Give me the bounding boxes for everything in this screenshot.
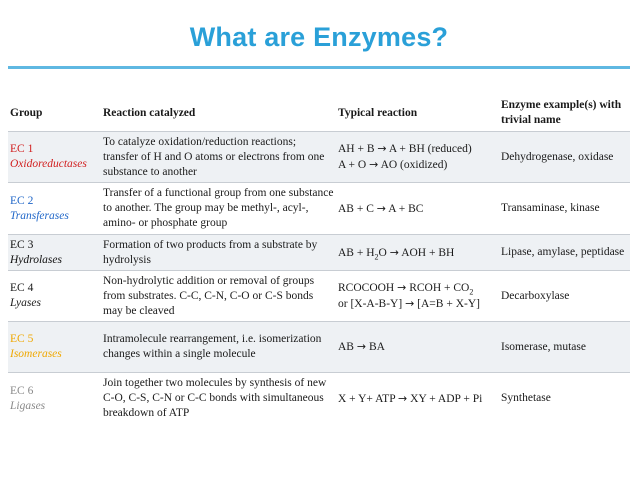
reaction-cell: Transfer of a functional group from one substance to another. The group may be methyl-, acyl-, amino- or phosphate group bbox=[101, 183, 336, 235]
ec-number: EC 3 bbox=[10, 238, 34, 251]
enzyme-example-cell: Decarboxylase bbox=[499, 271, 630, 322]
arrow-icon: → bbox=[369, 158, 379, 171]
ec-number: EC 6 bbox=[10, 384, 34, 397]
enzyme-example-cell: Transaminase, kinase bbox=[499, 183, 630, 235]
arrow-icon: → bbox=[356, 340, 367, 353]
enzyme-example-cell: Isomerase, mutase bbox=[499, 322, 630, 373]
table-header-row bbox=[8, 95, 630, 132]
arrow-icon: → bbox=[398, 391, 408, 405]
title-underline bbox=[8, 66, 630, 69]
enzyme-example-cell: Synthetase bbox=[499, 373, 630, 425]
ec-number: EC 1 bbox=[10, 143, 34, 155]
group-cell bbox=[8, 322, 101, 373]
arrow-icon: → bbox=[397, 281, 407, 294]
page-title: What are Enzymes? bbox=[189, 22, 449, 52]
typical-reaction-cell: AH + B → A + BH (reduced) A + O → AO (oxidized) bbox=[336, 132, 499, 183]
ec-class-name: Lyases bbox=[10, 297, 41, 309]
group-cell bbox=[8, 373, 101, 425]
ec-number: EC 5 bbox=[10, 333, 34, 345]
reaction-cell: To catalyze oxidation/reduction reactions; transfer of H and O atoms or electrons from one substance to another bbox=[101, 132, 336, 183]
header-typical-reaction: Typical reaction bbox=[338, 106, 418, 119]
enzyme-table bbox=[8, 95, 630, 425]
reaction-cell: Formation of two products from a substrate by hydrolysis bbox=[101, 235, 336, 271]
ec-number: EC 2 bbox=[10, 194, 34, 207]
group-cell bbox=[8, 132, 101, 183]
table-row bbox=[8, 183, 630, 235]
header-enzyme-example: Enzyme example(s) with trivial name bbox=[501, 99, 622, 126]
arrow-icon: → bbox=[405, 297, 415, 310]
arrow-icon: → bbox=[377, 142, 387, 155]
ec-class-name: Isomerases bbox=[10, 348, 62, 360]
typical-reaction-cell: AB → BA bbox=[336, 322, 499, 373]
typical-reaction-cell: RCOCOOH → RCOH + $CO_2$ or [X-A-B-Y] → [A=B + X-Y] bbox=[336, 271, 499, 322]
header-group: Group bbox=[10, 106, 43, 119]
ec-class-name: Hydrolases bbox=[10, 253, 62, 266]
ec-class-name: Transferases bbox=[10, 209, 69, 222]
table-row bbox=[8, 132, 630, 183]
ec-number: EC 4 bbox=[10, 282, 34, 294]
ec-class-name: Ligases bbox=[10, 399, 46, 412]
ec-class-name: Oxidoreductases bbox=[10, 158, 87, 170]
group-cell bbox=[8, 271, 101, 322]
reaction-cell: Non-hydrolytic addition or removal of groups from substrates. C-C, C-N, C-O or C-S bonds may be cleaved bbox=[101, 271, 336, 322]
table-row bbox=[8, 373, 630, 425]
reaction-cell: Join together two molecules by synthesis of new C-O, C-S, C-N or C-C bonds with simultaneous breakdown of ATP bbox=[101, 373, 336, 425]
table-row bbox=[8, 322, 630, 373]
arrow-icon: → bbox=[389, 245, 399, 259]
header-reaction: Reaction catalyzed bbox=[103, 106, 196, 119]
group-cell bbox=[8, 235, 101, 271]
enzyme-example-cell: Lipase, amylase, peptidase bbox=[499, 235, 630, 271]
enzyme-example-cell: Dehydrogenase, oxidase bbox=[499, 132, 630, 183]
table-row bbox=[8, 235, 630, 271]
arrow-icon: → bbox=[376, 201, 386, 215]
typical-reaction-cell: AB + $H_2O$ → AOH + BH bbox=[336, 235, 499, 271]
typical-reaction-cell: AB + C → A + BC bbox=[336, 183, 499, 235]
reaction-cell: Intramolecule rearrangement, i.e. isomerization changes within a single molecule bbox=[101, 322, 336, 373]
table-row bbox=[8, 271, 630, 322]
typical-reaction-cell: X + Y+ ATP → XY + ADP + Pi bbox=[336, 373, 499, 425]
group-cell bbox=[8, 183, 101, 235]
